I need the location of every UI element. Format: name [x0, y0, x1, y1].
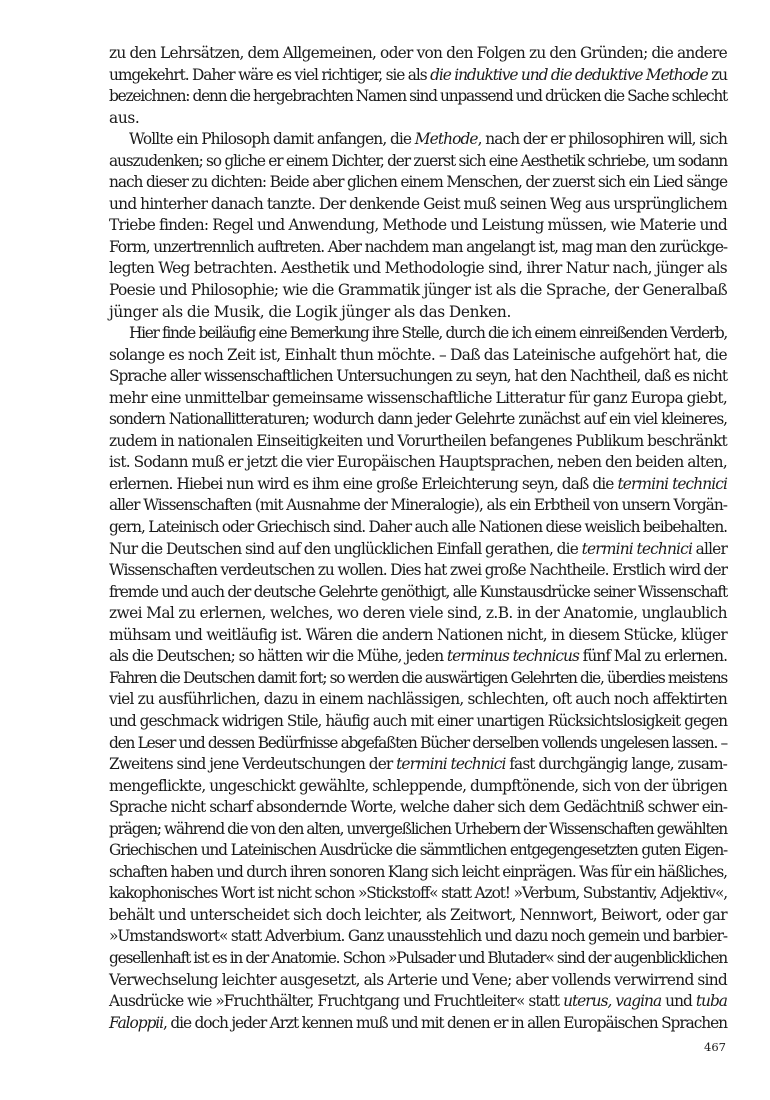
text-segment: sondern Nationallitteraturen; wodurch dann jeder Gelehrte zunächst auf ein viel kleineres,: [109, 410, 727, 429]
italic-text-segment: termini technici: [581, 539, 693, 558]
text-line: [109, 194, 727, 216]
text-segment: und hinterher danach tanzte. Der denkende Geist muß seinen Weg aus ursprünglichem: [109, 194, 727, 213]
text-segment: kakophonisches Wort ist nicht schon »Stickstoff« statt Azot! »Verbum, Substantiv, Adjektiv«,: [109, 884, 727, 903]
text-line: [109, 711, 727, 733]
italic-text-segment: uterus, vagina: [563, 992, 662, 1011]
text-line: [109, 926, 727, 948]
italic-text-segment: die induktive und die deduktive Methode: [430, 65, 708, 84]
text-segment: erlernen. Hiebei nun wird es ihm eine große Erleichterung seyn, daß die: [109, 474, 618, 493]
text-line: [109, 431, 727, 453]
text-line: [109, 646, 727, 668]
text-segment: solange es noch Zeit ist, Einhalt thun möchte. – Daß das Lateinische aufgehört hat, die: [109, 345, 727, 364]
text-line: [109, 905, 727, 927]
text-segment: jünger als die Musik, die Logik jünger als das Denken.: [109, 302, 512, 321]
text-segment: behält und unterscheidet sich doch leichter, als Zeitwort, Nennwort, Beiwort, oder gar: [109, 905, 727, 924]
text-segment: Triebe finden: Regel und Anwendung, Methode und Leistung müssen, wie Materie und: [109, 216, 727, 235]
italic-text-segment: terminus technicus: [446, 647, 579, 666]
text-segment: legten Weg betrachten. Aesthetik und Methodologie sind, ihrer Natur nach, jünger als: [109, 259, 727, 278]
text-line: [109, 86, 727, 108]
text-segment: mehr eine unmittelbar gemeinsame wissenschaftliche Litteratur für ganz Europa giebt,: [109, 388, 727, 407]
text-segment: Wissenschaften verdeutschen zu wollen. Dies hat zwei große Nachtheile. Erstlich wird der: [109, 561, 727, 580]
text-line: [109, 883, 727, 905]
text-segment: schaften haben und durch ihren sonoren Klang sich leicht einprägen. Was für ein häßliches,: [109, 862, 727, 881]
text-segment: auszudenken; so gliche er einem Dichter, der zuerst sich eine Aesthetik schriebe, um sodann: [109, 151, 727, 170]
text-line: [109, 108, 727, 130]
text-segment: Hier finde beiläufig eine Bemerkung ihre Stelle, durch die ich einem einreißenden Verderb,: [129, 324, 727, 343]
text-line: [109, 754, 727, 776]
text-segment: fremde und auch der deutsche Gelehrte genöthigt, alle Kunstausdrücke seiner Wissenschaft: [109, 582, 727, 601]
text-line: [109, 603, 727, 625]
text-segment: aus.: [109, 108, 140, 127]
text-line: [109, 366, 727, 388]
italic-text-segment: tuba: [695, 992, 727, 1011]
text-segment: aller Wissenschaften (mit Ausnahme der Mineralogie), als ein Erbtheil von unsern Vorgän-: [109, 496, 727, 515]
text-line: [109, 840, 727, 862]
text-line: [109, 258, 727, 280]
text-line: [109, 237, 727, 259]
text-line: [109, 409, 727, 431]
text-line: [109, 539, 727, 561]
text-segment: Sprache aller wissenschaftlichen Untersuchungen zu seyn, hat den Nachtheil, daß es nicht: [109, 367, 727, 386]
text-segment: den Leser und dessen Bedürfnisse abgefaßten Bücher derselben vollends ungelesen lassen. –: [109, 733, 727, 752]
text-line: [109, 151, 727, 173]
text-segment: und: [661, 992, 696, 1011]
text-segment: , die doch jeder Arzt kennen muß und mit denen er in allen Europäischen Sprachen: [163, 1013, 727, 1032]
text-line: [109, 323, 727, 345]
italic-text-segment: Methode: [414, 130, 478, 149]
text-line: [109, 668, 727, 690]
text-line: [109, 970, 727, 992]
text-segment: Ausdrücke wie »Fruchthälter, Fruchtgang und Fruchtleiter« statt: [109, 992, 564, 1011]
text-segment: prägen; während die von den alten, unvergeßlichen Urhebern der Wissenschaften gewählten: [109, 819, 727, 838]
text-segment: Zweitens sind jene Verdeutschungen der: [109, 755, 397, 774]
text-segment: Fahren die Deutschen damit fort; so werden die auswärtigen Gelehrten die, überdies meistens: [109, 668, 727, 687]
text-segment: zu den Lehrsätzen, dem Allgemeinen, oder von den Folgen zu den Gründen; die andere: [109, 44, 727, 62]
text-segment: zu: [707, 65, 727, 84]
italic-text-segment: termini technici: [396, 755, 506, 774]
text-segment: aller: [692, 539, 727, 558]
text-line: [109, 689, 727, 711]
text-line: [109, 474, 727, 496]
text-segment: Sprache nicht scharf absondernde Worte, welche daher sich dem Gedächtniß schwer ein-: [109, 798, 727, 817]
text-line: [109, 776, 727, 798]
text-segment: fünf Mal zu erlernen.: [578, 647, 727, 666]
text-segment: Nur die Deutschen sind auf den unglücklichen Einfall gerathen, die: [109, 539, 582, 558]
text-segment: zudem in nationalen Einseitigkeiten und Vorurtheilen befangenes Publikum beschränkt: [109, 431, 727, 450]
text-segment: Griechischen und Lateinischen Ausdrücke die sämmtlichen entgegengesetzten guten Eigen-: [109, 841, 727, 860]
page-number: 467: [704, 1040, 726, 1054]
text-segment: nach dieser zu dichten: Beide aber glichen einem Menschen, der zuerst sich ein Lied sänge: [109, 173, 727, 192]
text-line: [109, 495, 727, 517]
text-segment: viel zu ausführlichen, dazu in einem nachlässigen, schlechten, oft auch noch affektirten: [109, 690, 727, 709]
text-segment: zwei Mal zu erlernen, welches, wo deren viele sind, z.B. in der Anatomie, unglaublich: [109, 604, 727, 623]
text-segment: bezeichnen: denn die hergebrachten Namen sind unpassend und drücken die Sache schlecht: [109, 87, 727, 106]
text-line: [109, 991, 727, 1013]
text-line: [109, 560, 727, 582]
text-line: [109, 280, 727, 302]
body-text: [109, 43, 727, 1034]
text-line: [109, 797, 727, 819]
text-line: [109, 862, 727, 884]
text-line: [109, 733, 727, 755]
text-segment: gesellenhaft ist es in der Anatomie. Schon »Pulsader und Blutader« sind der augenblicklichen: [109, 948, 727, 967]
text-line: [109, 1013, 727, 1035]
italic-text-segment: termini technici: [617, 474, 727, 493]
text-segment: als die Deutschen; so hätten wir die Mühe, jeden: [109, 647, 447, 666]
text-segment: Wollte ein Philosoph damit anfangen, die: [129, 130, 415, 149]
text-line: [109, 129, 727, 151]
text-line: [109, 65, 727, 87]
text-segment: Form, unzertrennlich auftreten. Aber nachdem man angelangt ist, mag man den zurückge-: [109, 237, 727, 256]
text-segment: , nach der er philosophiren will, sich: [477, 130, 727, 149]
text-line: [109, 582, 727, 604]
text-segment: und geschmack widrigen Stile, häufig auch mit einer unartigen Rücksichtslosigkeit gegen: [109, 711, 727, 730]
text-line: [109, 302, 727, 324]
text-segment: mühsam und weitläufig ist. Wären die andern Nationen nicht, in diesem Stücke, klüger: [109, 625, 727, 644]
text-line: [109, 625, 727, 647]
text-line: [109, 517, 727, 539]
text-line: [109, 172, 727, 194]
italic-text-segment: Faloppii: [109, 1013, 163, 1032]
text-segment: »Umstandswort« statt Adverbium. Ganz unausstehlich und dazu noch gemein und barbier-: [109, 927, 727, 946]
text-line: [109, 215, 727, 237]
text-segment: gern, Lateinisch oder Griechisch sind. Daher auch alle Nationen diese weislich beibehalten.: [109, 518, 727, 537]
text-segment: ist. Sodann muß er jetzt die vier Europäischen Hauptsprachen, neben den beiden alten,: [109, 453, 727, 472]
text-line: [109, 388, 727, 410]
text-line: [109, 452, 727, 474]
text-segment: mengeflickte, ungeschickt gewählte, schleppende, dumpftönende, sich von der übrigen: [109, 776, 727, 795]
text-line: [109, 345, 727, 367]
text-line: [109, 43, 727, 65]
text-line: [109, 948, 727, 970]
text-segment: umgekehrt. Daher wäre es viel richtiger, sie als: [109, 65, 431, 84]
text-segment: Poesie und Philosophie; wie die Grammatik jünger ist als die Sprache, der Generalbaß: [109, 281, 727, 300]
text-segment: Verwechselung leichter ausgesetzt, als Arterie und Vene; aber vollends verwirrend sind: [109, 970, 727, 989]
text-line: [109, 819, 727, 841]
text-segment: fast durchgängig lange, zusam-: [505, 755, 727, 774]
